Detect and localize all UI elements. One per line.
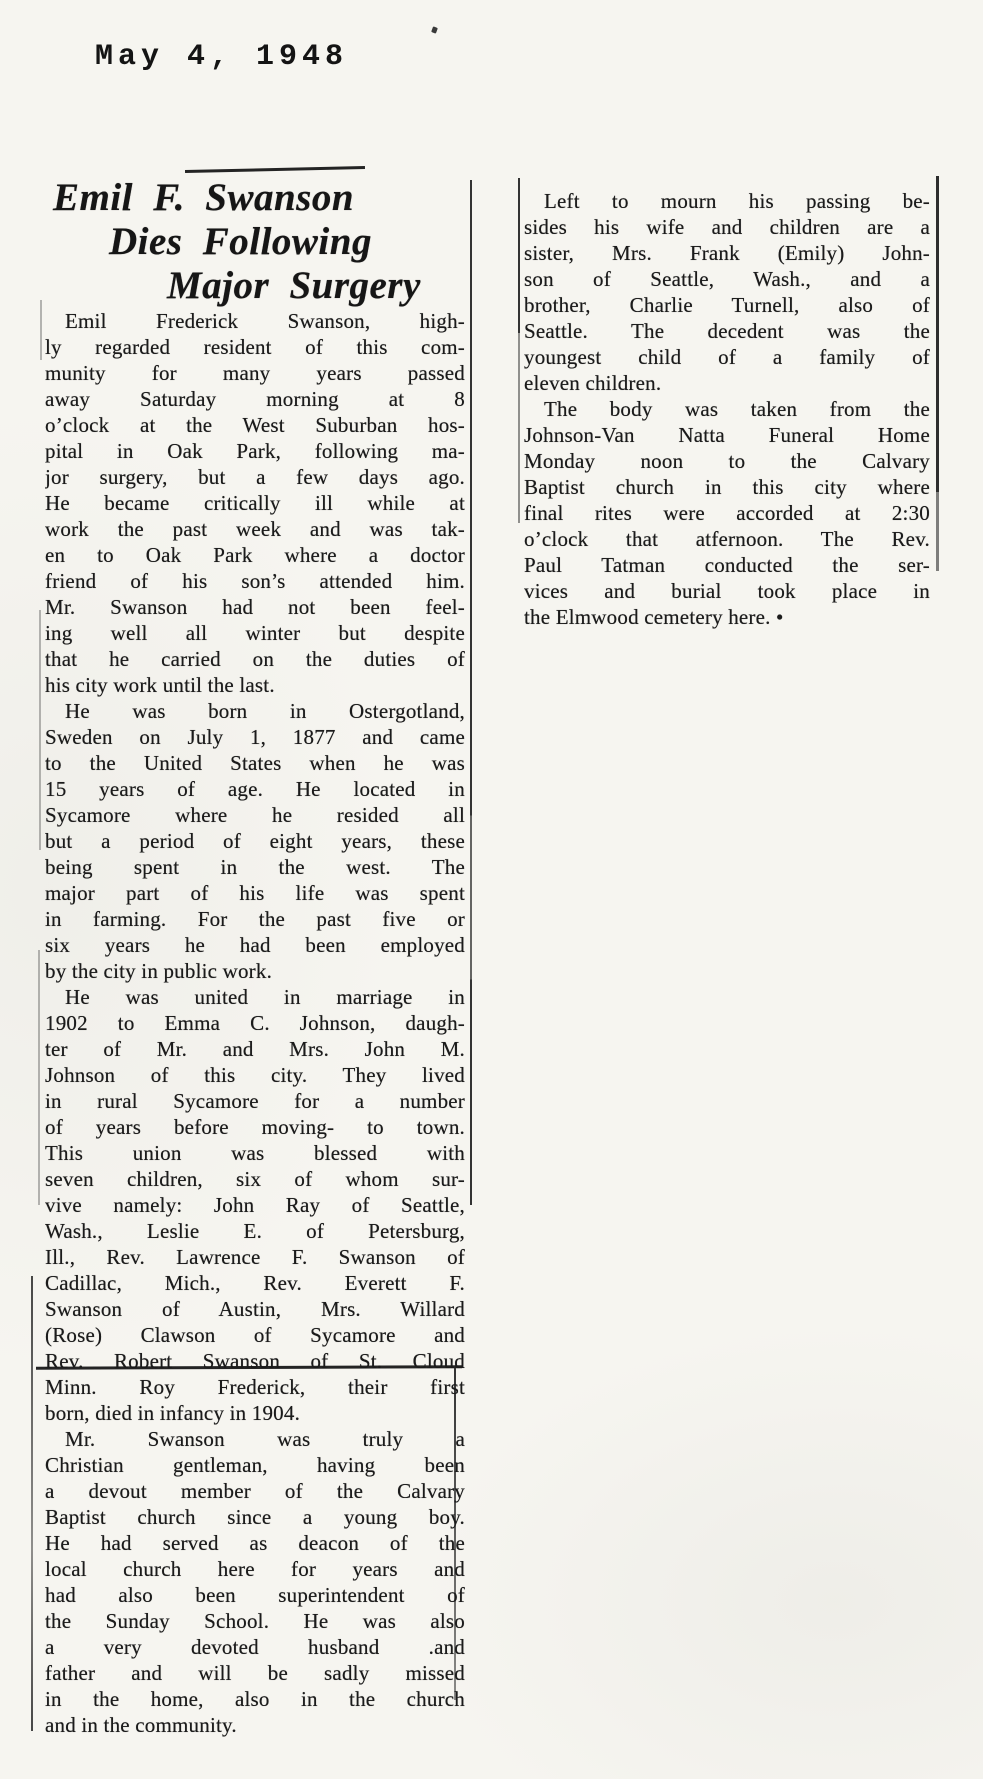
paragraph: [45, 1426, 465, 1738]
column-divider-rule: [470, 180, 472, 1205]
text-line: Sweden on July 1, 1877 and came: [45, 725, 465, 749]
headline-line-3: Major Surgery: [167, 264, 421, 307]
text-line: The body was taken from the: [544, 397, 930, 421]
text-line: o’clock at the West Suburban hos-: [45, 413, 465, 437]
text-line: that he carried on the duties of: [45, 647, 465, 671]
paragraph: [45, 698, 465, 984]
text-line: eleven children.: [524, 371, 662, 395]
text-line: jor surgery, but a few days ago.: [45, 465, 465, 489]
clipping-left-edge-mark: [38, 950, 40, 1205]
text-line: in the home, also in the church: [45, 1687, 465, 1711]
text-line: the Elmwood cemetery here. •: [524, 605, 784, 629]
right-column-left-rule: [518, 178, 520, 523]
text-line: and in the community.: [45, 1713, 237, 1737]
text-line: Swanson of Austin, Mrs. Willard: [45, 1297, 465, 1321]
text-line: o’clock that atfernoon. The Rev.: [524, 527, 930, 551]
text-line: pital in Oak Park, following ma-: [45, 439, 465, 463]
paragraph: [524, 188, 930, 396]
paragraph: [45, 984, 465, 1426]
text-line: Sycamore where he resided all: [45, 803, 465, 827]
clipping-left-edge-mark: [39, 610, 41, 850]
text-line: This union was blessed with: [45, 1141, 465, 1165]
text-line: sides his wife and children are a: [524, 215, 930, 239]
text-line: Johnson of this city. They lived: [45, 1063, 465, 1087]
text-line: He was born in Ostergotland,: [65, 699, 465, 723]
obituary-left-column: [45, 176, 465, 1738]
obituary-right-column: [524, 188, 930, 630]
text-line: Seattle. The decedent was the: [524, 319, 930, 343]
text-line: Monday noon to the Calvary: [524, 449, 930, 473]
text-line: Mr. Swanson was truly a: [65, 1427, 465, 1451]
text-line: father and will be sadly missed: [45, 1661, 465, 1685]
text-line: Minn. Roy Frederick, their first: [45, 1375, 465, 1399]
text-line: final rites were accorded at 2:30: [524, 501, 930, 525]
text-line: to the United States when he was: [45, 751, 465, 775]
text-line: a very devoted husband .and: [45, 1635, 465, 1659]
text-line: Johnson-Van Natta Funeral Home: [524, 423, 930, 447]
handstamped-date: May 4, 1948: [95, 40, 349, 74]
text-line: (Rose) Clawson of Sycamore and: [45, 1323, 465, 1347]
headline-line-1: Emil F. Swanson: [53, 176, 355, 219]
headline-line-2: Dies Following: [109, 220, 372, 263]
text-line: Ill., Rev. Lawrence F. Swanson of: [45, 1245, 465, 1269]
text-line: the Sunday School. He was also: [45, 1609, 465, 1633]
text-line: in rural Sycamore for a number: [45, 1089, 465, 1113]
text-line: Wash., Leslie E. of Petersburg,: [45, 1219, 465, 1243]
text-line: He was united in marriage in: [65, 985, 465, 1009]
text-line: his city work until the last.: [45, 673, 275, 697]
text-line: munity for many years passed: [45, 361, 465, 385]
text-line: by the city in public work.: [45, 959, 273, 983]
text-line: of years before moving- to town.: [45, 1115, 465, 1139]
text-line: six years he had been employed: [45, 933, 465, 957]
left-column-body: [45, 308, 465, 1738]
text-line: brother, Charlie Turnell, also of: [524, 293, 930, 317]
text-line: Emil Frederick Swanson, high-: [65, 309, 465, 333]
text-line: 1902 to Emma C. Johnson, daugh-: [45, 1011, 465, 1035]
text-line: seven children, six of whom sur-: [45, 1167, 465, 1191]
text-line: He became critically ill while at: [45, 491, 465, 515]
text-line: away Saturday morning at 8: [45, 387, 465, 411]
text-line: local church here for years and: [45, 1557, 465, 1581]
text-line: had also been superintendent of: [45, 1583, 465, 1607]
text-line: Rev. Robert Swanson of St. Cloud: [45, 1349, 465, 1373]
text-line: work the past week and was tak-: [45, 517, 465, 541]
text-line: 15 years of age. He located in: [45, 777, 465, 801]
text-line: Baptist church in this city where: [524, 475, 930, 499]
text-line: ly regarded resident of this com-: [45, 335, 465, 359]
text-line: ter of Mr. and Mrs. John M.: [45, 1037, 465, 1061]
text-line: son of Seattle, Wash., and a: [524, 267, 930, 291]
text-line: in farming. For the past five or: [45, 907, 465, 931]
right-column-right-rule: [936, 176, 939, 571]
text-line: a devout member of the Calvary: [45, 1479, 465, 1503]
text-line: vices and burial took place in: [524, 579, 930, 603]
clipping-left-edge-mark: [40, 300, 42, 360]
text-line: Left to mourn his passing be-: [544, 189, 930, 213]
text-line: Christian gentleman, having been: [45, 1453, 465, 1477]
text-line: ing well all winter but despite: [45, 621, 465, 645]
text-line: but a period of eight years, these: [45, 829, 465, 853]
text-line: vive namely: John Ray of Seattle,: [45, 1193, 465, 1217]
text-line: en to Oak Park where a doctor: [45, 543, 465, 567]
text-line: being spent in the west. The: [45, 855, 465, 879]
text-line: major part of his life was spent: [45, 881, 465, 905]
text-line: He had served as deacon of the: [45, 1531, 465, 1555]
paragraph: [45, 308, 465, 698]
text-line: Mr. Swanson had not been feel-: [45, 595, 465, 619]
text-line: youngest child of a family of: [524, 345, 930, 369]
paragraph: [524, 396, 930, 630]
text-line: friend of his son’s attended him.: [45, 569, 465, 593]
lower-clipping-left-edge: [31, 1276, 33, 1731]
text-line: born, died in infancy in 1904.: [45, 1401, 301, 1425]
right-column-body: [524, 188, 930, 630]
text-line: sister, Mrs. Frank (Emily) John-: [524, 241, 930, 265]
text-line: Paul Tatman conducted the ser-: [524, 553, 930, 577]
text-line: Cadillac, Mich., Rev. Everett F.: [45, 1271, 465, 1295]
text-line: Baptist church since a young boy.: [45, 1505, 465, 1529]
